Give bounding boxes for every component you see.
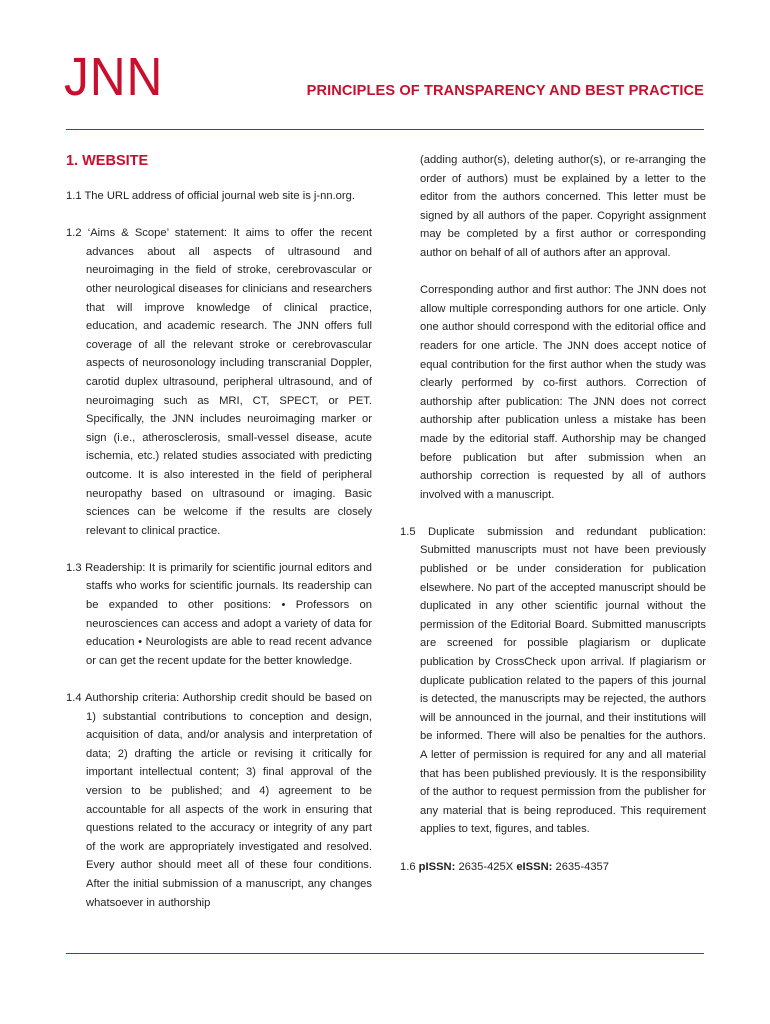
eissn-value: 2635-4357	[552, 860, 609, 873]
eissn-label: eISSN:	[516, 860, 553, 873]
right-column	[400, 151, 706, 895]
journal-logo: JNN	[64, 47, 164, 107]
left-column	[66, 151, 372, 931]
footer-divider	[66, 953, 704, 954]
item-1-1: 1.1 The URL address of official journal web site is j-nn.org.	[66, 190, 355, 202]
header-divider	[66, 129, 704, 130]
item-1-4: 1.4 Authorship criteria: Authorship credit should be based on 1) substantial contributions to conception and design, acquisition of data, and/or analysis and interpretation of data; 2) drafting the article or revising it critically for important intellectual content; 3) final approval of the version to be published; and 4) agreement to be accountable for all aspects of the work in ensuring that questions related to the accuracy or integrity of any part of the work are appropriately investigated and resolved. Every author should meet all of these four conditions. After the initial submission of a manuscript, any changes whatsoever in authorship	[66, 692, 372, 909]
issn-prefix: 1.6	[400, 860, 419, 873]
section-title: 1. WEBSITE	[66, 153, 149, 169]
item-1-4-continuation: (adding author(s), deleting author(s), or re-arranging the order of authors) must be explained by a letter to the editor from the authors concerned. This letter must be signed by all authors of the paper. Copyright assignment may be completed by a first author or corresponding author on behalf of all of authors after an approval.	[420, 154, 706, 259]
item-1-3: 1.3 Readership: It is primarily for scientific journal editors and staffs who works for scientific journals. Its readership can be expanded to other positions: • Professors on neurosciences can access and adopt a variety of data for education • Neurologists are able to read recent advance or can get the recent update for the better knowledge.	[66, 561, 372, 667]
item-1-2: 1.2 ‘Aims & Scope’ statement: It aims to offer the recent advances about all aspects of ultrasound and neuroimaging in the field of stroke, cerebrovascular or other neurological diseases for clinicians and researchers that will improve knowledge of clinical practice, education, and academic research. The JNN offers full coverage of all the relevant stroke or cerebrovascular aspects of neurosonology including transcranial Doppler, carotid duplex ultrasound, peripheral ultrasound, and of neuroimaging such as MRI, CT, SPECT, or PET. Specifically, the JNN includes neuroimaging marker or sign (i.e., atherosclerosis, small-vessel disease, acute ischemia, etc.) related studies associated with predicting outcome. It is also interested in the field of peripheral neuropathy based on ultrasound or imaging. Basic sciences can be welcome if the results are closely relevant to clinical practice.	[66, 227, 372, 537]
item-1-5: 1.5 Duplicate submission and redundant publication: Submitted manuscripts must not have been previously published or be under consideration for publication elsewhere. No part of the accepted manuscript should be duplicated in any other scientific journal without the permission of the Editorial Board. Submitted manuscripts are screened for possible plagiarism or duplicate publication by CrossCheck upon arrival. If plagiarism or duplicate publication related to the papers of this journal is detected, the manuscripts may be rejected, the authors will be announced in the journal, and their institutions will be informed. There will also be penalties for the authors. A letter of permission is required for any and all material that has been published previously. It is the responsibility of the author to request permission from the publisher for any material that is being reproduced. This requirement applies to text, figures, and tables.	[400, 525, 706, 836]
item-1-6-issn	[400, 858, 706, 877]
corresponding-author-paragraph: Corresponding author and first author: The JNN does not allow multiple corresponding authors for one article. Only one author should correspond with the editorial office and readers for one article. The JNN does accept notice of equal contribution for the first author when the study was clearly performed by co-first authors. Correction of authorship after publication: The JNN does not correct authorship after publication unless a mistake has been made by the editorial staff. Authorship may be changed before publication but after submission when an authorship correction is requested by all of authors involved with a manuscript.	[420, 284, 706, 501]
pissn-label: pISSN:	[418, 860, 456, 873]
pissn-value: 2635-425X	[455, 860, 517, 873]
page-header-title: PRINCIPLES OF TRANSPARENCY AND BEST PRACTICE	[306, 83, 704, 99]
